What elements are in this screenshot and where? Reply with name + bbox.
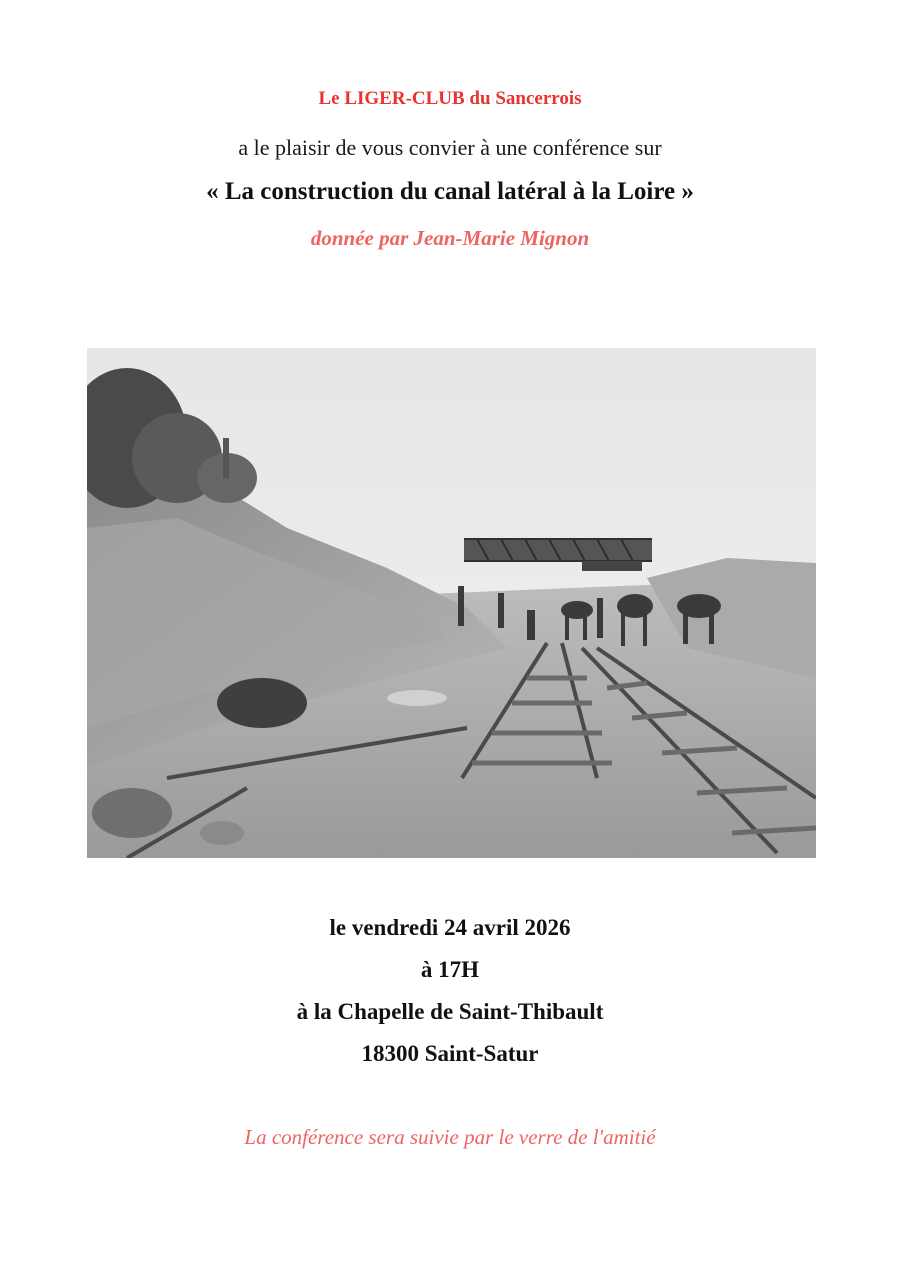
speaker-line: donnée par Jean-Marie Mignon <box>310 226 590 250</box>
invitation-text: a le plaisir de vous convier à une conférence sur <box>238 135 662 160</box>
photo-illustration-icon <box>87 348 816 858</box>
railway-construction-photo <box>87 348 816 858</box>
event-venue: à la Chapelle de Saint-Thibault <box>296 999 604 1024</box>
conference-title: « La construction du canal latéral à la Loire » <box>206 178 694 205</box>
closing-note: La conférence sera suivie par le verre de l'amitié <box>244 1125 656 1149</box>
club-name: Le LIGER-CLUB du Sancerrois <box>318 88 582 109</box>
event-time: à 17H <box>420 957 480 982</box>
event-date: le vendredi 24 avril 2026 <box>329 915 571 940</box>
event-city: 18300 Saint-Satur <box>361 1041 539 1066</box>
